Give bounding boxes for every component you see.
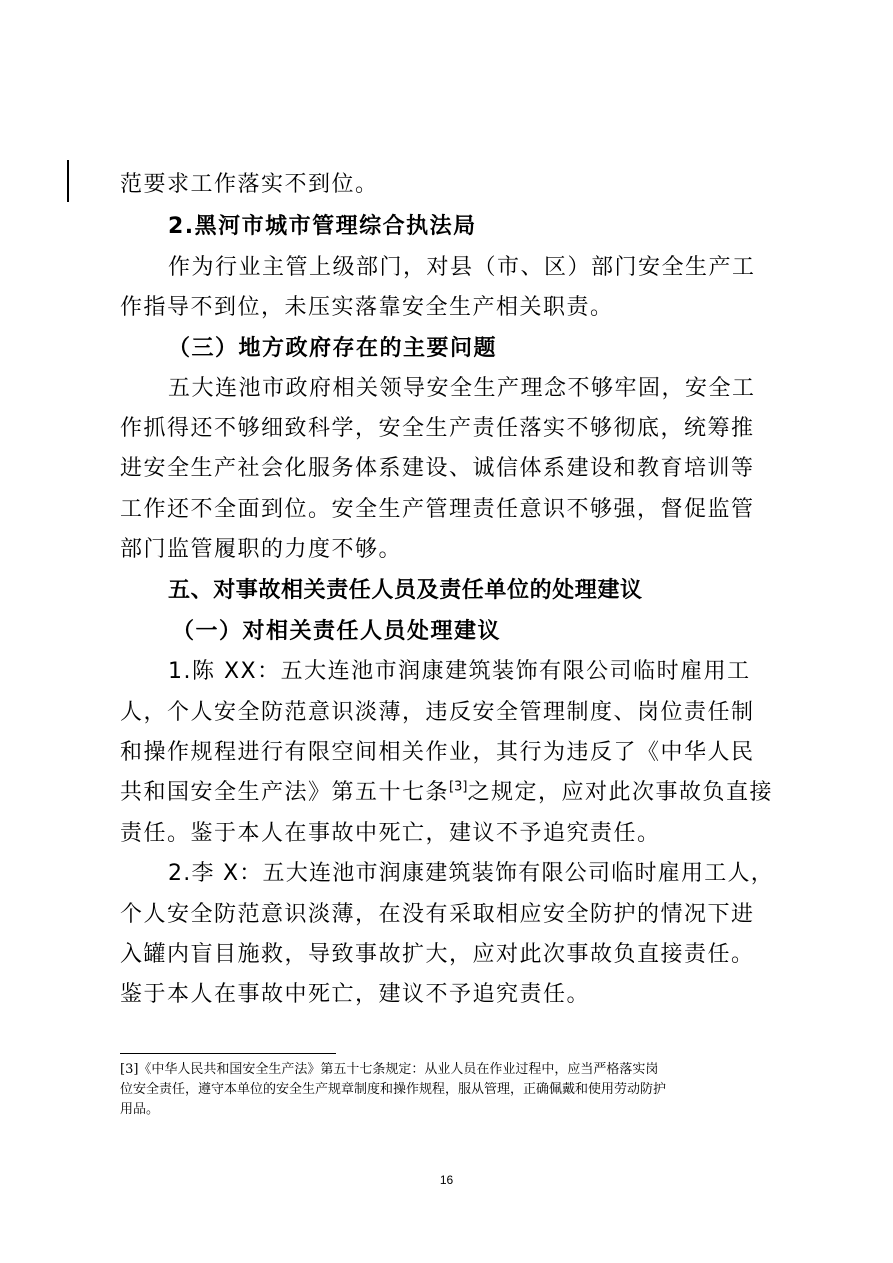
body-line: 工作还不全面到位。安全生产管理责任意识不够强，督促监管 — [120, 497, 755, 522]
chapter-heading: 五、对事故相关责任人员及责任单位的处理建议 — [168, 578, 643, 603]
body-line: 作抓得还不够细致科学，安全生产责任落实不够彻底，统筹推 — [120, 416, 755, 441]
body-line: 和操作规程进行有限空间相关作业，其行为违反了《中华人民 — [120, 740, 755, 765]
footnote-line: [3]《中华人民共和国安全生产法》第五十七条规定：从业人员在作业过程中，应当严格落实岗 — [120, 1062, 659, 1077]
body-line: 作指导不到位，未压实落靠安全生产相关职责。 — [120, 295, 614, 320]
section-heading: （三）地方政府存在的主要问题 — [168, 336, 498, 361]
section-heading: 2.黑河市城市管理综合执法局 — [168, 214, 477, 239]
body-text: 之规定，应对此次事故负直接 — [467, 780, 773, 805]
footnote-line: 位安全责任，遵守本单位的安全生产规章制度和操作规程，服从管理，正确佩戴和使用劳动防护 — [120, 1082, 667, 1097]
revision-bar — [67, 160, 69, 202]
body-line: 责任。鉴于本人在事故中死亡，建议不予追究责任。 — [120, 821, 661, 846]
body-line: 鉴于本人在事故中死亡，建议不予追究责任。 — [120, 982, 591, 1007]
footnote-line: 用品。 — [120, 1102, 160, 1117]
body-line: 1.陈 XX：五大连池市润康建筑装饰有限公司临时雇用工 — [168, 659, 751, 684]
body-line: 入罐内盲目施救，导致事故扩大，应对此次事故负直接责任。 — [120, 942, 755, 967]
page-number: 16 — [439, 1173, 454, 1187]
body-line: 2.李 X：五大连池市润康建筑装饰有限公司临时雇用工人， — [168, 861, 775, 886]
footnote-reference[interactable]: [3] — [449, 779, 468, 795]
body-line: 进安全生产社会化服务体系建设、诚信体系建设和教育培训等 — [120, 456, 755, 481]
body-line: 人，个人安全防范意识淡薄，违反安全管理制度、岗位责任制 — [120, 700, 755, 725]
section-heading: （一）对相关责任人员处理建议 — [172, 619, 502, 644]
body-line: 个人安全防范意识淡薄，在没有采取相应安全防护的情况下进 — [120, 902, 755, 927]
body-line: 五大连池市政府相关领导安全生产理念不够牢固，安全工 — [168, 376, 756, 401]
footnote-separator — [120, 1053, 336, 1054]
body-line: 作为行业主管上级部门，对县（市、区）部门安全生产工 — [168, 255, 756, 280]
body-line: 范要求工作落实不到位。 — [120, 172, 379, 197]
body-line: 部门监管履职的力度不够。 — [120, 537, 403, 562]
body-line — [120, 780, 775, 806]
body-text: 共和国安全生产法》第五十七条 — [120, 780, 450, 805]
